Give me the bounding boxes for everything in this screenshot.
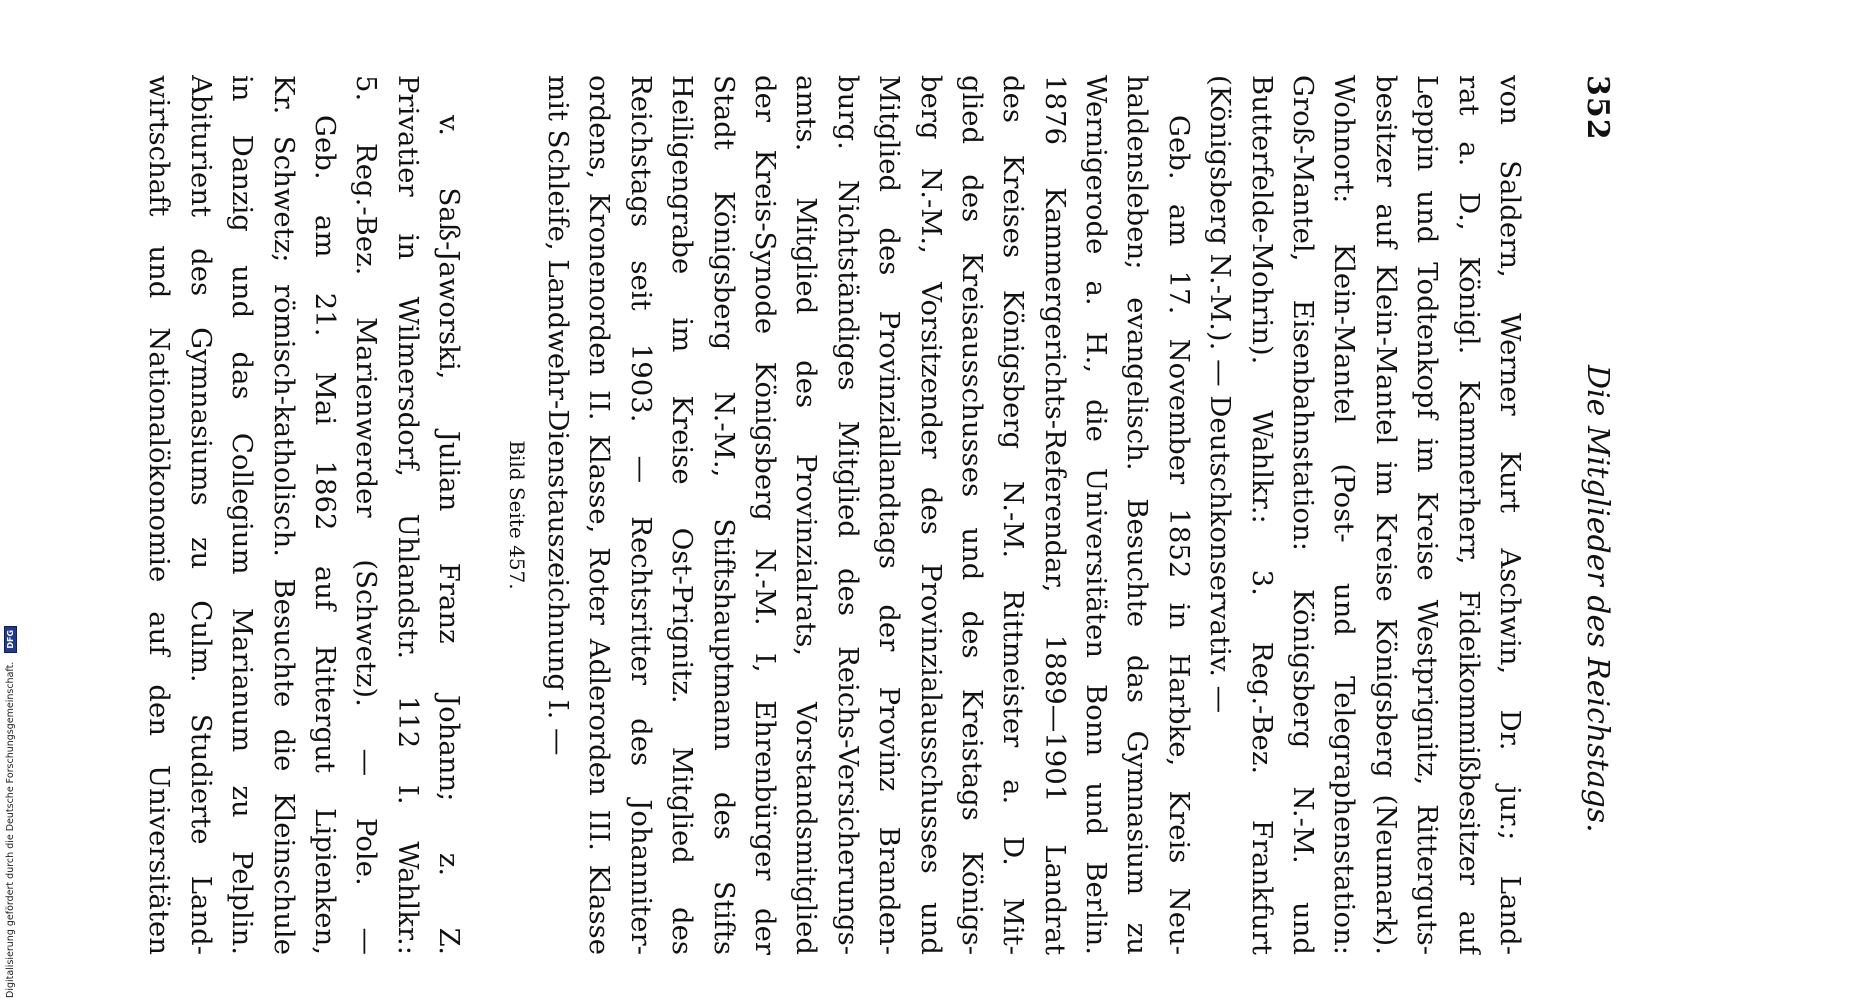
text-line: in Danzig und das Collegium Marianum zu Pelplin. [226,75,259,955]
text-line: Abiturient des Gymnasiums zu Culm. Studierte Land- [184,75,217,955]
text-line: Geb. am 21. Mai 1862 auf Rittergut Lipienken, [309,115,342,955]
text-line: von Saldern, Werner Kurt Aschwin, Dr. jur.; Land- [1494,75,1526,955]
text-line: besitzer auf Klein-Mantel im Kreise Königsberg (Neumark). [1369,75,1402,955]
text-line: mit Schleife, Landwehr-Dienstauszeichnung I. — [542,75,575,756]
text-line: wirtschaft und Nationalökonomie auf den Universitäten [143,75,176,955]
rotated-page-content [145,0,1645,1000]
text-line: Stadt Königsberg N.-M., Stiftshauptmann des Stifts [707,75,740,955]
digitization-credit-text: Digitalisierung gefördert durch die Deutsche Forschungsgemeinschaft. [5,661,16,998]
body-text [138,75,1530,955]
text-line: v. Saß-Jaworski, Julian Franz Johann; z. Z. [433,115,466,955]
image-reference: Bild Seite 457. [504,440,529,590]
paragraph-gap [469,75,495,955]
text-line: haldensleben; evangelisch. Besuchte das Gymnasium zu [1121,75,1154,955]
running-title: Die Mitglieder des Reichstags. [1580,365,1615,833]
text-line: amts. Mitglied des Provinzialrats, Vorstandsmitglied [790,75,823,955]
text-line: Butterfelde-Mohrin). Wahlkr.: 3. Reg.-Bez. Frankfurt [1245,75,1278,955]
page-header [1575,55,1615,945]
text-line: des Kreises Königsberg N.-M. Rittmeister a. D. Mit- [997,75,1030,955]
text-line: Mitglied des Provinziallandtags der Provinz Branden- [873,75,906,955]
text-line: burg. Nichtständiges Mitglied des Reichs-Versicherungs- [831,75,864,955]
text-line: Reichstags seit 1903. — Rechtsritter des Johanniter- [624,75,657,955]
text-line: der Kreis-Synode Königsberg N.-M. I, Ehrenbürger der [748,75,781,955]
text-line: Privatier in Wilmersdorf, Uhlandstr. 112 I. Wahlkr.: [391,75,424,955]
text-line: ordens, Kronenorden II. Klasse, Roter Adlerorden III. Klasse [583,75,616,955]
text-line: Groß-Mantel, Eisenbahnstation: Königsberg N.-M. und [1287,75,1320,955]
text-line: Geb. am 17. November 1852 in Harbke, Kreis Neu- [1162,115,1195,955]
text-line: rat a. D., Königl. Kammerherr, Fideikommißbesitzer auf [1452,75,1485,955]
text-line: Wernigerode a. H., die Universitäten Bonn und Berlin. [1080,75,1113,955]
page-number: 352 [1580,75,1615,141]
digitization-credit [4,626,17,998]
text-line: Heiligengrabe im Kreise Ost-Prignitz. Mitglied des [666,75,699,955]
text-line: 1876 Kammergerichts-Referendar, 1889—1901 Landrat [1038,75,1071,955]
text-line: 5. Reg.-Bez. Marienwerder (Schwetz). — Pole. — [350,75,383,955]
text-line: Wohnort: Klein-Mantel (Post- und Telegraphenstation: [1328,75,1361,955]
text-line: Kr. Schwetz; römisch-katholisch. Besuchte die Kleinschule [267,75,300,955]
dfg-logo: DFG [4,626,17,653]
text-line: Leppin und Todtenkopf im Kreise Westprignitz, Ritterguts- [1411,75,1444,955]
text-line: (Königsberg N.-M.). — Deutschkonservativ. — [1204,75,1237,714]
text-line: berg N.-M., Vorsitzender des Provinzialausschusses und [914,75,947,955]
text-line: glied des Kreisausschusses und des Kreistags Königs- [955,75,988,955]
